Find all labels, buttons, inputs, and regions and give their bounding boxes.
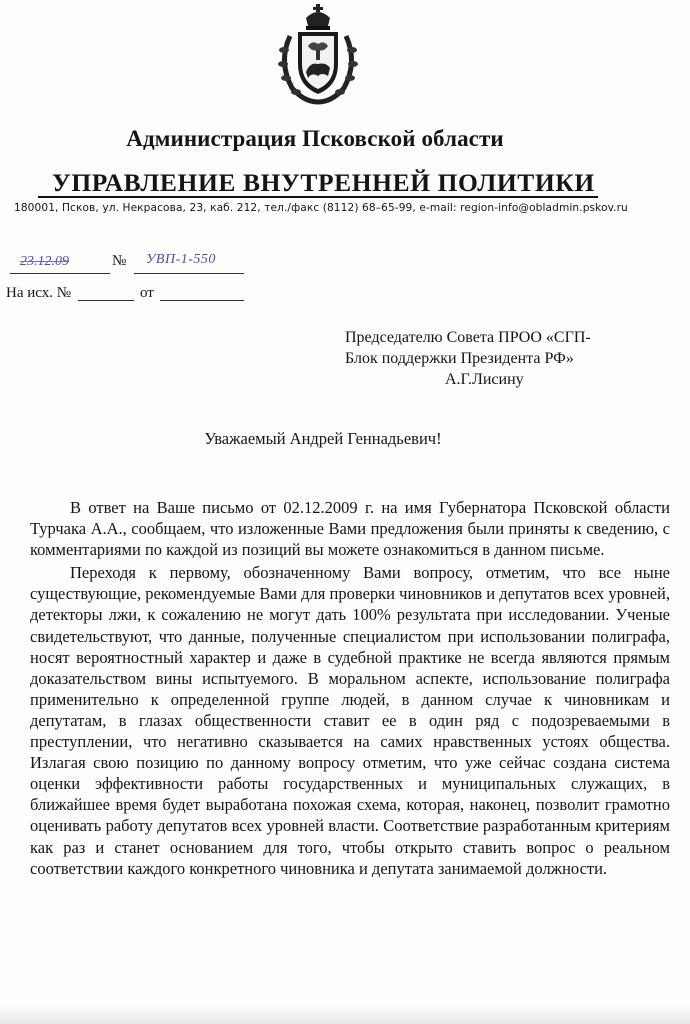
recipient-line-1: Председателю Совета ПРОО «СГП- <box>345 329 591 346</box>
reference-date-line <box>160 300 244 301</box>
registration-date: 23.12.09 <box>20 254 69 269</box>
registration-number: УВП-1-550 <box>146 252 216 267</box>
scan-edge <box>0 1006 690 1024</box>
recipient-name: А.Г.Лисину <box>445 371 524 388</box>
recipient-block <box>345 327 591 390</box>
reference-from-label: от <box>140 285 154 301</box>
reference-label: На исх. № <box>6 285 72 301</box>
pskov-coat-of-arms-icon <box>270 2 366 106</box>
number-label: № <box>112 253 127 269</box>
reference-number-line <box>78 300 134 301</box>
address-line: 180001, Псков, ул. Некрасова, 23, каб. 212, тел./факс (8112) 68–65-99, e-mail: region-info@obladmin.pskov.ru <box>14 202 628 214</box>
organization-title: Администрация Псковской области <box>126 126 504 151</box>
department-underline <box>38 196 598 198</box>
letter-body <box>30 497 670 879</box>
body-paragraph-2: Переходя к первому, обозначенному Вами вопросу, отметим, что все ныне существующие, рекомендуемые Вами для проверки чиновников и депутатов всех уровней, детекторы лжи, к сожалению не могут дать 100% результата при исследовании. Ученые свидетельствуют, что данные, полученные специалистом при использовании полиграфа, носят вероятностный характер и даже в судебной практике не всегда являются прямым доказательством вины испытуемого. В моральном аспекте, использование полиграфа применительно к определенной группе людей, в данном случае к чиновникам и депутатам, в глазах общественности ставит ее в один ряд с подозреваемыми в преступлении, что негативно сказывается на самих нравственных устоях общества. Излагая свою позицию по данному вопросу отметим, что уже сейчас создана система оценки эффективности работы государственных и муниципальных служащих, в ближайшее время будет выработана похожая схема, которая, наконец, позволит грамотно оценивать работу депутатов всех уровней власти. Соответствие разработанным критериям как раз и станет основанием для того, чтобы открыто ставить вопрос о реальном соответствии каждого конкретного чиновника и депутата занимаемой должности. <box>30 563 670 878</box>
date-field-line <box>10 273 110 274</box>
salutation: Уважаемый Андрей Геннадьевич! <box>204 429 442 448</box>
number-field-line <box>134 273 244 274</box>
body-paragraph-1: В ответ на Ваше письмо от 02.12.2009 г. на имя Губернатора Псковской области Турчака А.А., сообщаем, что изложенные Вами предложения были приняты к сведению, с комментариями по каждой из позиций вы можете ознакомиться в данном письме. <box>30 498 670 560</box>
department-title: УПРАВЛЕНИЕ ВНУТРЕННЕЙ ПОЛИТИКИ <box>52 168 595 197</box>
recipient-line-2: Блок поддержки Президента РФ» <box>345 350 574 367</box>
